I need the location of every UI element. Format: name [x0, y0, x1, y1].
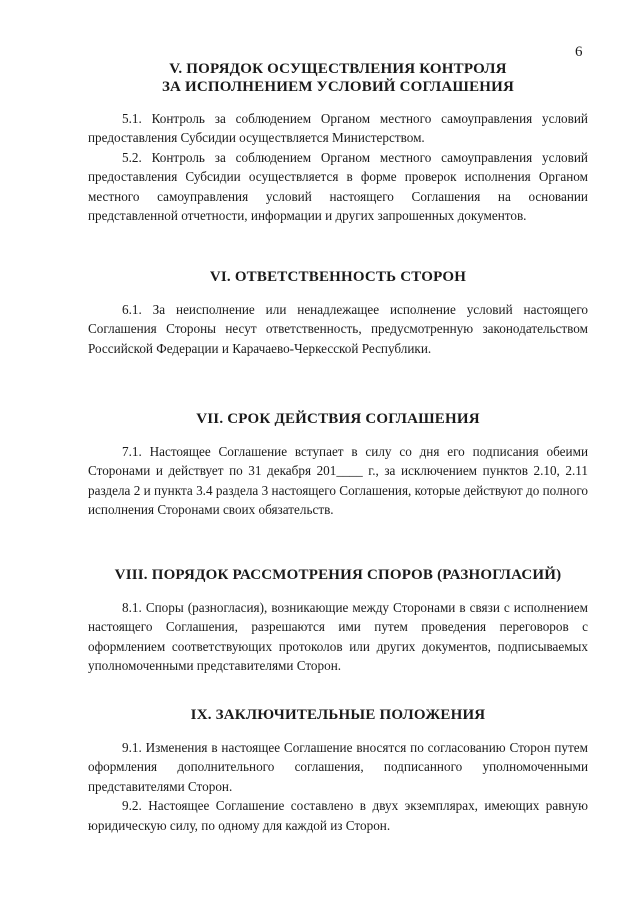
- paragraph-9-2: 9.2. Настоящее Соглашение составлено в двух экземплярах, имеющих равную юридическую силу, по одному для каждой из Сторон.: [88, 798, 588, 833]
- section-vi: [88, 268, 588, 358]
- paragraph-5-2: 5.2. Контроль за соблюдением Органом местного самоуправления условий предоставления Субсидии осуществляется в форме проверок исполнения Органом местного самоуправления условий настоящего Соглашения на основании представленной отчетности, информации и других запрошенных документов.: [88, 149, 588, 224]
- page-number: 6: [575, 44, 583, 60]
- paragraph-7-1: 7.1. Настоящее Соглашение вступает в силу со дня его подписания обеими Сторонами и действует по 31 декабря 201____ г., за исключением пунктов 2.10, 2.11 раздела 2 и пункта 3.4 раздела 3 настоящего Соглашения, которые действуют до полного исполнения Сторонами своих обязательств.: [88, 444, 588, 518]
- section-viii: [88, 566, 588, 676]
- section-vii-heading: VII. СРОК ДЕЙСТВИЯ СОГЛАШЕНИЯ: [196, 411, 480, 427]
- section-ix-heading: IX. ЗАКЛЮЧИТЕЛЬНЫЕ ПОЛОЖЕНИЯ: [190, 707, 486, 723]
- section-vi-heading: VI. ОТВЕТСТВЕННОСТЬ СТОРОН: [209, 269, 467, 285]
- paragraph-6-1: 6.1. За неисполнение или ненадлежащее исполнение условий настоящего Соглашения Стороны несут ответственность, предусмотренную законодательством Российской Федерации и Карачаево-Черкесской Республики.: [88, 302, 588, 356]
- paragraph-5-1: 5.1. Контроль за соблюдением Органом местного самоуправления условий предоставления Субсидии осуществляется Министерством.: [88, 111, 588, 146]
- paragraph-9-1: 9.1. Изменения в настоящее Соглашение вносятся по согласованию Сторон путем оформления дополнительного соглашения, подписанного уполномоченными представителями Сторон.: [88, 740, 588, 794]
- section-viii-heading: VIII. ПОРЯДОК РАССМОТРЕНИЯ СПОРОВ (РАЗНОГЛАСИЙ): [114, 567, 562, 583]
- section-vii: [88, 410, 588, 520]
- section-v-heading-line2: ЗА ИСПОЛНЕНИЕМ УСЛОВИЙ СОГЛАШЕНИЯ: [161, 79, 515, 95]
- section-v-heading-line1: V. ПОРЯДОК ОСУЩЕСТВЛЕНИЯ КОНТРОЛЯ: [169, 61, 507, 77]
- section-ix: [88, 706, 588, 835]
- paragraph-8-1: 8.1. Споры (разногласия), возникающие между Сторонами в связи с исполнением настоящего Соглашения, разрешаются ими путем проведения переговоров с оформлением соответствующих протоколов или других документов, подписываемых уполномоченными представителями Сторон.: [88, 600, 588, 674]
- section-v: [88, 60, 588, 225]
